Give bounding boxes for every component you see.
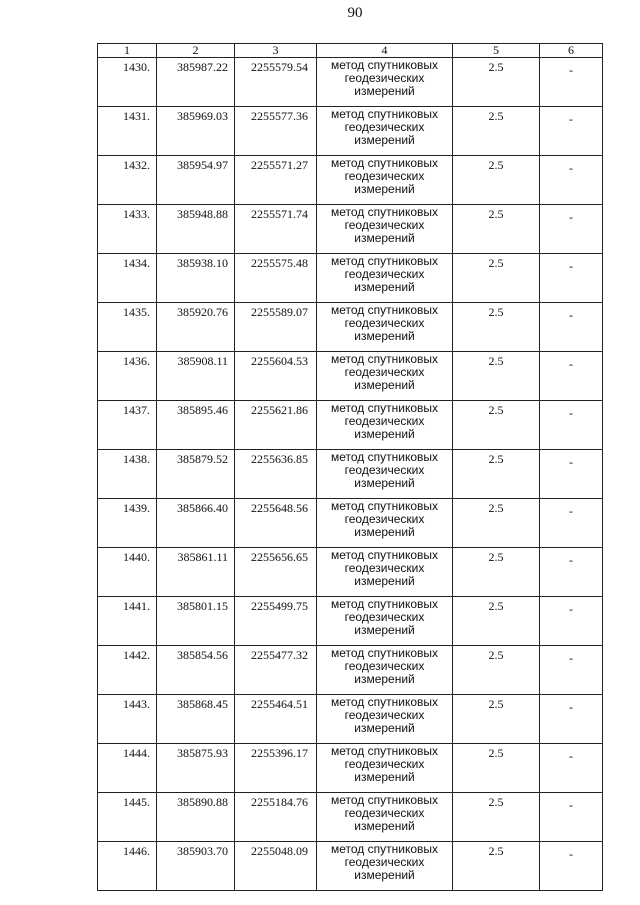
table-row <box>98 156 603 205</box>
point-number-cell: 1440. <box>98 548 157 597</box>
header-cell-6: 6 <box>540 44 603 58</box>
x-coordinate-cell: 385938.10 <box>157 254 235 303</box>
point-number-cell: 1437. <box>98 401 157 450</box>
accuracy-cell: 2.5 <box>453 450 540 499</box>
header-cell-3: 3 <box>235 44 317 58</box>
table-row <box>98 352 603 401</box>
method-cell: метод спутниковых геодезических измерений <box>317 793 453 842</box>
y-coordinate-cell: 2255648.56 <box>235 499 317 548</box>
point-number-cell: 1438. <box>98 450 157 499</box>
accuracy-cell: 2.5 <box>453 793 540 842</box>
method-cell: метод спутниковых геодезических измерений <box>317 695 453 744</box>
accuracy-cell: 2.5 <box>453 303 540 352</box>
table-row <box>98 401 603 450</box>
point-number-cell: 1445. <box>98 793 157 842</box>
note-cell: - <box>540 205 603 254</box>
y-coordinate-cell: 2255589.07 <box>235 303 317 352</box>
note-cell: - <box>540 744 603 793</box>
table-row <box>98 842 603 891</box>
table-row <box>98 107 603 156</box>
x-coordinate-cell: 385875.93 <box>157 744 235 793</box>
accuracy-cell: 2.5 <box>453 548 540 597</box>
x-coordinate-cell: 385903.70 <box>157 842 235 891</box>
y-coordinate-cell: 2255396.17 <box>235 744 317 793</box>
point-number-cell: 1431. <box>98 107 157 156</box>
method-cell: метод спутниковых геодезических измерений <box>317 499 453 548</box>
y-coordinate-cell: 2255621.86 <box>235 401 317 450</box>
x-coordinate-cell: 385969.03 <box>157 107 235 156</box>
accuracy-cell: 2.5 <box>453 695 540 744</box>
x-coordinate-cell: 385866.40 <box>157 499 235 548</box>
table-row <box>98 793 603 842</box>
y-coordinate-cell: 2255184.76 <box>235 793 317 842</box>
note-cell: - <box>540 156 603 205</box>
accuracy-cell: 2.5 <box>453 744 540 793</box>
x-coordinate-cell: 385908.11 <box>157 352 235 401</box>
note-cell: - <box>540 695 603 744</box>
table-row <box>98 450 603 499</box>
table-row <box>98 548 603 597</box>
accuracy-cell: 2.5 <box>453 842 540 891</box>
x-coordinate-cell: 385879.52 <box>157 450 235 499</box>
x-coordinate-cell: 385854.56 <box>157 646 235 695</box>
accuracy-cell: 2.5 <box>453 352 540 401</box>
x-coordinate-cell: 385868.45 <box>157 695 235 744</box>
method-cell: метод спутниковых геодезических измерений <box>317 842 453 891</box>
method-cell: метод спутниковых геодезических измерений <box>317 744 453 793</box>
x-coordinate-cell: 385890.88 <box>157 793 235 842</box>
table-row <box>98 695 603 744</box>
method-cell: метод спутниковых геодезических измерений <box>317 450 453 499</box>
note-cell: - <box>540 499 603 548</box>
x-coordinate-cell: 385954.97 <box>157 156 235 205</box>
y-coordinate-cell: 2255604.53 <box>235 352 317 401</box>
note-cell: - <box>540 107 603 156</box>
note-cell: - <box>540 401 603 450</box>
accuracy-cell: 2.5 <box>453 499 540 548</box>
point-number-cell: 1439. <box>98 499 157 548</box>
y-coordinate-cell: 2255048.09 <box>235 842 317 891</box>
accuracy-cell: 2.5 <box>453 58 540 107</box>
method-cell: метод спутниковых геодезических измерений <box>317 303 453 352</box>
note-cell: - <box>540 548 603 597</box>
method-cell: метод спутниковых геодезических измерений <box>317 58 453 107</box>
y-coordinate-cell: 2255464.51 <box>235 695 317 744</box>
table-row <box>98 254 603 303</box>
note-cell: - <box>540 793 603 842</box>
table-row <box>98 646 603 695</box>
y-coordinate-cell: 2255499.75 <box>235 597 317 646</box>
accuracy-cell: 2.5 <box>453 401 540 450</box>
table-row <box>98 499 603 548</box>
method-cell: метод спутниковых геодезических измерений <box>317 107 453 156</box>
method-cell: метод спутниковых геодезических измерений <box>317 205 453 254</box>
accuracy-cell: 2.5 <box>453 156 540 205</box>
header-cell-4: 4 <box>317 44 453 58</box>
method-cell: метод спутниковых геодезических измерений <box>317 401 453 450</box>
y-coordinate-cell: 2255577.36 <box>235 107 317 156</box>
method-cell: метод спутниковых геодезических измерений <box>317 597 453 646</box>
accuracy-cell: 2.5 <box>453 205 540 254</box>
x-coordinate-cell: 385801.15 <box>157 597 235 646</box>
coordinates-table <box>97 43 603 891</box>
method-cell: метод спутниковых геодезических измерений <box>317 156 453 205</box>
point-number-cell: 1434. <box>98 254 157 303</box>
note-cell: - <box>540 450 603 499</box>
point-number-cell: 1430. <box>98 58 157 107</box>
point-number-cell: 1435. <box>98 303 157 352</box>
note-cell: - <box>540 303 603 352</box>
x-coordinate-cell: 385948.88 <box>157 205 235 254</box>
point-number-cell: 1446. <box>98 842 157 891</box>
accuracy-cell: 2.5 <box>453 254 540 303</box>
y-coordinate-cell: 2255636.85 <box>235 450 317 499</box>
method-cell: метод спутниковых геодезических измерений <box>317 352 453 401</box>
point-number-cell: 1433. <box>98 205 157 254</box>
table-header-row <box>98 44 603 58</box>
note-cell: - <box>540 352 603 401</box>
point-number-cell: 1436. <box>98 352 157 401</box>
y-coordinate-cell: 2255477.32 <box>235 646 317 695</box>
method-cell: метод спутниковых геодезических измерений <box>317 548 453 597</box>
x-coordinate-cell: 385861.11 <box>157 548 235 597</box>
accuracy-cell: 2.5 <box>453 107 540 156</box>
header-cell-2: 2 <box>157 44 235 58</box>
method-cell: метод спутниковых геодезических измерений <box>317 254 453 303</box>
y-coordinate-cell: 2255575.48 <box>235 254 317 303</box>
table-row <box>98 205 603 254</box>
accuracy-cell: 2.5 <box>453 597 540 646</box>
accuracy-cell: 2.5 <box>453 646 540 695</box>
point-number-cell: 1442. <box>98 646 157 695</box>
y-coordinate-cell: 2255656.65 <box>235 548 317 597</box>
x-coordinate-cell: 385895.46 <box>157 401 235 450</box>
y-coordinate-cell: 2255571.27 <box>235 156 317 205</box>
x-coordinate-cell: 385987.22 <box>157 58 235 107</box>
point-number-cell: 1443. <box>98 695 157 744</box>
table-row <box>98 744 603 793</box>
point-number-cell: 1432. <box>98 156 157 205</box>
x-coordinate-cell: 385920.76 <box>157 303 235 352</box>
header-cell-1: 1 <box>98 44 157 58</box>
note-cell: - <box>540 254 603 303</box>
table-row <box>98 303 603 352</box>
point-number-cell: 1441. <box>98 597 157 646</box>
table-row <box>98 597 603 646</box>
table-row <box>98 58 603 107</box>
method-cell: метод спутниковых геодезических измерений <box>317 646 453 695</box>
note-cell: - <box>540 842 603 891</box>
note-cell: - <box>540 646 603 695</box>
point-number-cell: 1444. <box>98 744 157 793</box>
note-cell: - <box>540 597 603 646</box>
page-number: 90 <box>347 5 363 21</box>
y-coordinate-cell: 2255571.74 <box>235 205 317 254</box>
y-coordinate-cell: 2255579.54 <box>235 58 317 107</box>
note-cell: - <box>540 58 603 107</box>
header-cell-5: 5 <box>453 44 540 58</box>
